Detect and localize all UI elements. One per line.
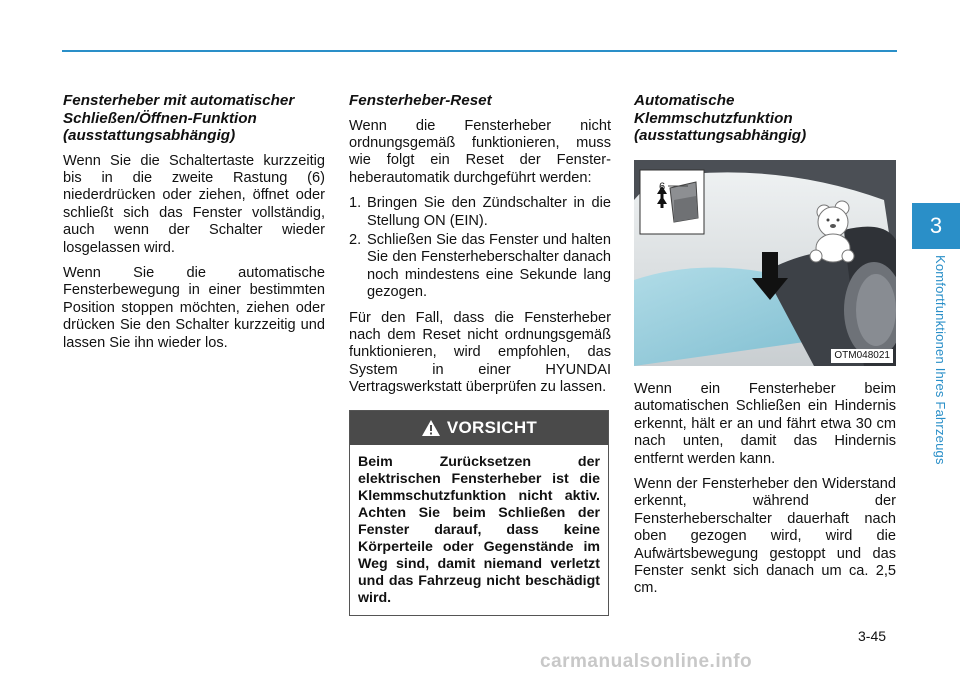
chapter-title: Komfortfunktionen Ihres Fahrzeugs [933, 255, 948, 465]
list-item [349, 232, 611, 302]
step-number: 2. [349, 231, 362, 248]
paragraph: Wenn der Fensterheber den Widerstand erkennt, während der Fensterheberschalter dauerhaft nach oben gezogen wird, wird die Aufwärtsbewegung gestoppt und das Fenster senkt sich danach um ca. 2,5 cm. [634, 476, 896, 597]
column-auto-window [63, 92, 325, 360]
caution-box [349, 410, 609, 616]
top-rule [62, 50, 897, 52]
reset-steps-list [349, 195, 611, 301]
paragraph: Wenn ein Fensterheber beim automatischen Schließen ein Hindernis erkennt, hält er an und fährt etwa 30 cm nach unten, damit das Hindernis entfernt werden kann. [634, 381, 896, 467]
step-text: Bringen Sie den Zündschalter in die Stellung ON (EIN). [367, 195, 611, 229]
step-number: 1. [349, 195, 362, 212]
caution-header [350, 411, 608, 445]
column-anti-pinch [634, 92, 896, 153]
warning-icon [421, 419, 441, 437]
figure-code: OTM048021 [831, 349, 893, 363]
section-heading-auto-window: Fensterheber mit automatischer Schließen/Öffnen-Funktion (ausstattungsabhängig) [63, 92, 295, 144]
watermark: carmanualsonline.info [540, 651, 753, 672]
section-heading-anti-pinch: Automatische Klemmschutzfunktion (ausstattungsabhängig) [634, 92, 807, 144]
paragraph: Wenn die Fensterheber nicht ordnungsgemäß funktionieren, muss wie folgt ein Reset der Fensterheberautomatik durchgeführt werden: [349, 117, 611, 186]
column-anti-pinch-text [634, 381, 896, 606]
window-switch-inset [640, 170, 704, 234]
paragraph: Wenn Sie die Schaltertaste kurzzeitig bis in die zweite Rastung (6) niederdrücken oder ziehen, öffnet oder schließt sich das Fenster vollständig, auch wenn der Schalter wieder losgelassen wird. [63, 152, 325, 256]
list-item [349, 195, 611, 230]
section-heading-reset: Fensterheber-Reset [349, 92, 492, 109]
figure-callout-label: 6 [659, 181, 666, 193]
page-number: 3-45 [858, 628, 887, 644]
column-window-reset [349, 92, 611, 405]
chapter-tab: 3 [912, 203, 960, 249]
caution-title: VORSICHT [446, 418, 538, 437]
anti-pinch-illustration [634, 160, 896, 366]
paragraph: Wenn Sie die automatische Fensterbewegung in einer bestimmten Position stoppen möchten, ziehen oder drücken Sie den Schalter kurzzeitig und lassen Sie ihn wieder los. [63, 264, 325, 351]
step-text: Schließen Sie das Fenster und halten Sie den Fensterheberschalter danach noch mindestens eine Sekunde lang gezogen. [367, 231, 611, 301]
paragraph: Für den Fall, dass die Fensterheber nach dem Reset nicht ordnungsgemäß funktionieren, wird empfohlen, das System in einer HYUNDAI Vertragswerkstatt überprüfen zu lassen. [349, 309, 611, 396]
car-interior-illustration [634, 160, 896, 366]
caution-text: Beim Zurücksetzen der elektrischen Fensterheber ist die Klemmschutzfunktion nicht aktiv. Achten Sie beim Schließen der Fenster darauf, dass keine Körperteile oder Gegenstände im Weg sind, damit niemand verletzt und das Fahrzeug nicht beschädigt wird. [358, 454, 600, 606]
